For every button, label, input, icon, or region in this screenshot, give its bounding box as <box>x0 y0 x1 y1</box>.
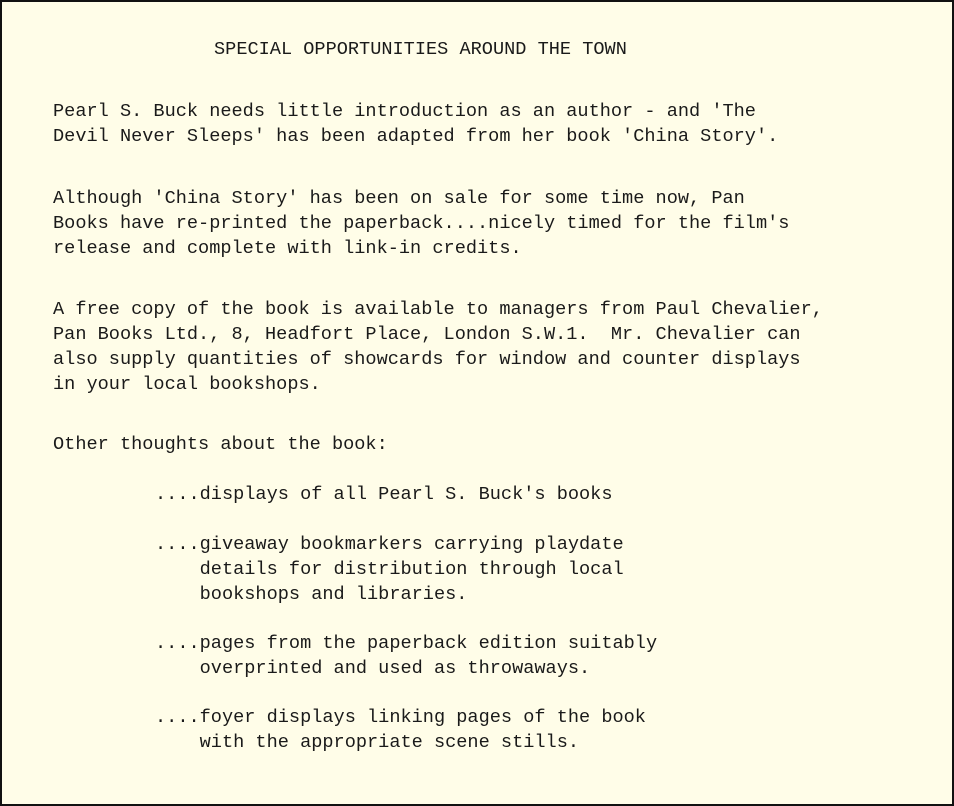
list-item-text: foyer displays linking pages of the book with the appropriate scene stills. <box>199 707 646 753</box>
list-item <box>155 482 613 507</box>
list-item-text: giveaway bookmarkers carrying playdate details for distribution through local bookshops and libraries. <box>199 534 624 605</box>
list-intro: Other thoughts about the book: <box>53 434 388 455</box>
paragraph-introduction: Pearl S. Buck needs little introduction as an author - and 'The Devil Never Sleeps' has been adapted from her book 'China Story'. <box>53 101 779 147</box>
list-item <box>155 705 646 755</box>
list-item-text: displays of all Pearl S. Buck's books <box>199 484 613 505</box>
list-item-text: pages from the paperback edition suitably overprinted and used as throwaways. <box>199 633 658 679</box>
list-item <box>155 532 624 607</box>
list-marker: .... <box>155 534 200 555</box>
list-marker: .... <box>155 633 200 654</box>
list-marker: .... <box>155 707 200 728</box>
list-marker: .... <box>155 484 200 505</box>
paragraph-paperback: Although 'China Story' has been on sale for some time now, Pan Books have re-printed the paperback....nicely timed for the film's release and complete with link-in credits. <box>53 188 790 259</box>
page-title: SPECIAL OPPORTUNITIES AROUND THE TOWN <box>214 39 627 60</box>
list-item <box>155 631 657 681</box>
paragraph-free-copy: A free copy of the book is available to managers from Paul Chevalier, Pan Books Ltd., 8, Headfort Place, London S.W.1. Mr. Chevalier can also supply quantities of showcards for window and counter displays in your local bookshops. <box>53 299 823 395</box>
